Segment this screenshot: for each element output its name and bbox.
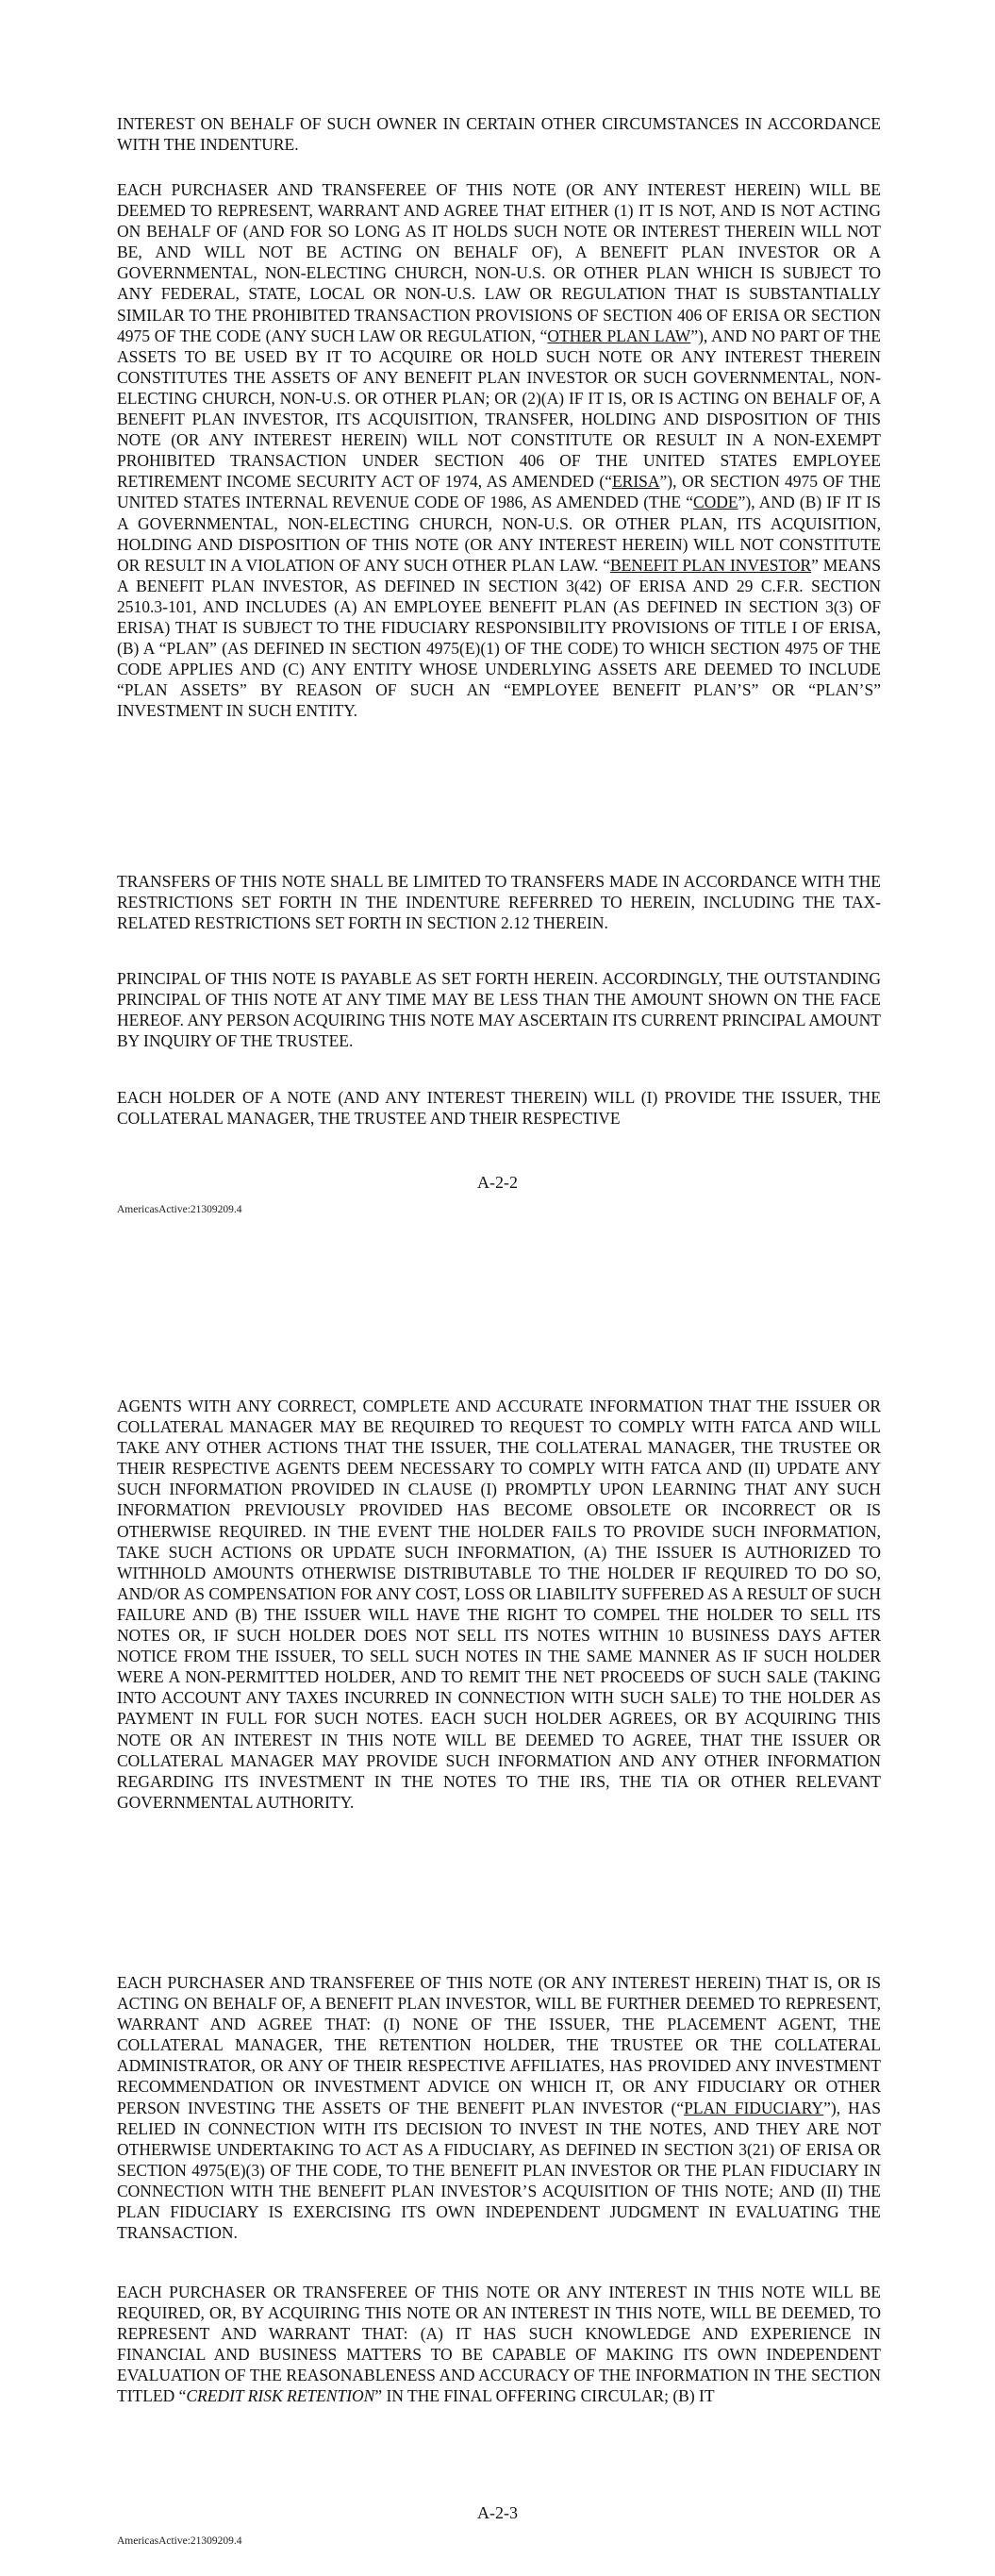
defined-term-benefit-plan-investor: BENEFIT PLAN INVESTOR xyxy=(609,555,812,575)
paragraph-plan-fiduciary: EACH PURCHASER AND TRANSFEREE OF THIS NOTE (OR ANY INTEREST HEREIN) THAT IS, OR IS ACTING ON BEHALF OF, A BENEFIT PLAN INVESTOR, WILL BE FURTHER DEEMED TO REPRESENT, WARRANT AND AGREE THAT: (I) NONE OF THE ISSUER, THE PLACEMENT AGENT, THE COLLATERAL MANAGER, THE RETENTION HOLDER, THE TRUSTEE OR THE COLLATERAL ADMINISTRATOR, OR ANY OF THEIR RESPECTIVE AFFILIATES, HAS PROVIDED ANY INVESTMENT RECOMMENDATION OR INVESTMENT ADVICE ON WHICH IT, OR ANY FIDUCIARY OR OTHER PERSON INVESTING THE ASSETS OF THE BENEFIT PLAN INVESTOR (“PLAN FIDUCIARY”), HAS RELIED IN CONNECTION WITH ITS DECISION TO INVEST IN THE NOTES, AND THEY ARE NOT OTHERWISE UNDERTAKING TO ACT AS A FIDUCIARY, AS DEFINED IN SECTION 3(21) OF ERISA OR SECTION 4975(E)(3) OF THE CODE, TO THE BENEFIT PLAN INVESTOR OR THE PLAN FIDUCIARY IN CONNECTION WITH THE BENEFIT PLAN INVESTOR’S ACQUISITION OF THIS NOTE; AND (II) THE PLAN FIDUCIARY IS EXERCISING ITS OWN INDEPENDENT JUDGMENT IN EVALUATING THE TRANSACTION. xyxy=(117,1973,881,2243)
paragraph-holder-information: EACH HOLDER OF A NOTE (AND ANY INTEREST THEREIN) WILL (I) PROVIDE THE ISSUER, THE COLLATERAL MANAGER, THE TRUSTEE AND THEIR RESPECTIVE xyxy=(117,1088,881,1129)
paragraph-credit-risk-retention: EACH PURCHASER OR TRANSFEREE OF THIS NOTE OR ANY INTEREST IN THIS NOTE WILL BE REQUIRED, OR, BY ACQUIRING THIS NOTE OR AN INTEREST IN THIS NOTE, WILL BE DEEMED, TO REPRESENT AND WARRANT THAT: (A) IT HAS SUCH KNOWLEDGE AND EXPERIENCE IN FINANCIAL AND BUSINESS MATTERS TO BE CAPABLE OF MAKING ITS OWN INDEPENDENT EVALUATION OF THE REASONABLENESS AND ACCURACY OF THE INFORMATION IN THE SECTION TITLED “CREDIT RISK RETENTION” IN THE FINAL OFFERING CIRCULAR; (B) IT xyxy=(117,2283,881,2406)
defined-term-code: CODE xyxy=(692,493,738,512)
page-number: A-2-2 xyxy=(477,1173,518,1192)
paragraph-principal-payable: PRINCIPAL OF THIS NOTE IS PAYABLE AS SET FORTH HEREIN. ACCORDINGLY, THE OUTSTANDING PRINCIPAL OF THIS NOTE AT ANY TIME MAY BE LESS THAN THE AMOUNT SHOWN ON THE FACE HEREOF. ANY PERSON ACQUIRING THIS NOTE MAY ASCERTAIN ITS CURRENT PRINCIPAL AMOUNT BY INQUIRY OF THE TRUSTEE. xyxy=(117,969,881,1051)
defined-term-erisa: ERISA xyxy=(611,472,660,492)
document-footer-id: AmericasActive:21309209.4 xyxy=(117,2535,242,2547)
title-credit-risk-retention: CREDIT RISK RETENTION xyxy=(186,2386,375,2406)
defined-term-other-plan-law: OTHER PLAN LAW xyxy=(547,326,691,345)
paragraph-interest-owner: INTEREST ON BEHALF OF SUCH OWNER IN CERTAIN OTHER CIRCUMSTANCES IN ACCORDANCE WITH THE INDENTURE. xyxy=(117,114,881,155)
document-footer-id: AmericasActive:21309209.4 xyxy=(117,1204,242,1215)
paragraph-erisa-representation: EACH PURCHASER AND TRANSFEREE OF THIS NOTE (OR ANY INTEREST HEREIN) WILL BE DEEMED TO REPRESENT, WARRANT AND AGREE THAT EITHER (1) IT IS NOT, AND IS NOT ACTING ON BEHALF OF (AND FOR SO LONG AS IT HOLDS SUCH NOTE OR INTEREST THEREIN WILL NOT BE, AND WILL NOT BE ACTING ON BEHALF OF), A BENEFIT PLAN INVESTOR OR A GOVERNMENTAL, NON-ELECTING CHURCH, NON-U.S. OR OTHER PLAN WHICH IS SUBJECT TO ANY FEDERAL, STATE, LOCAL OR NON-U.S. LAW OR REGULATION THAT IS SUBSTANTIALLY SIMILAR TO THE PROHIBITED TRANSACTION PROVISIONS OF SECTION 406 OF ERISA OR SECTION 4975 OF THE CODE (ANY SUCH LAW OR REGULATION, “OTHER PLAN LAW”), AND NO PART OF THE ASSETS TO BE USED BY IT TO ACQUIRE OR HOLD SUCH NOTE OR ANY INTEREST THEREIN CONSTITUTES THE ASSETS OF ANY BENEFIT PLAN INVESTOR OR SUCH GOVERNMENTAL, NON-ELECTING CHURCH, NON-U.S. OR OTHER PLAN; OR (2)(A) IF IT IS, OR IS ACTING ON BEHALF OF, A BENEFIT PLAN INVESTOR, ITS ACQUISITION, TRANSFER, HOLDING AND DISPOSITION OF THIS NOTE (OR ANY INTEREST HEREIN) WILL NOT CONSTITUTE OR RESULT IN A NON-EXEMPT PROHIBITED TRANSACTION UNDER SECTION 406 OF THE UNITED STATES EMPLOYEE RETIREMENT INCOME SECURITY ACT OF 1974, AS AMENDED (“ERISA”), OR SECTION 4975 OF THE UNITED STATES INTERNAL REVENUE CODE OF 1986, AS AMENDED (THE “CODE”), AND (B) IF IT IS A GOVERNMENTAL, NON-ELECTING CHURCH, NON-U.S. OR OTHER PLAN, ITS ACQUISITION, HOLDING AND DISPOSITION OF THIS NOTE (OR ANY INTEREST HEREIN) WILL NOT CONSTITUTE OR RESULT IN A VIOLATION OF ANY SUCH OTHER PLAN LAW. “BENEFIT PLAN INVESTOR” MEANS A BENEFIT PLAN INVESTOR, AS DEFINED IN SECTION 3(42) OF ERISA AND 29 C.F.R. SECTION 2510.3-101, AND INCLUDES (A) AN EMPLOYEE BENEFIT PLAN (AS DEFINED IN SECTION 3(3) OF ERISA) THAT IS SUBJECT TO THE FIDUCIARY RESPONSIBILITY PROVISIONS OF TITLE I OF ERISA, (B) A “PLAN” (AS DEFINED IN SECTION 4975(E)(1) OF THE CODE) TO WHICH SECTION 4975 OF THE CODE APPLIES AND (C) ANY ENTITY WHOSE UNDERLYING ASSETS ARE DEEMED TO INCLUDE “PLAN ASSETS” BY REASON OF SUCH AN “EMPLOYEE BENEFIT PLAN’S” OR “PLAN’S” INVESTMENT IN SUCH ENTITY. xyxy=(117,180,881,721)
paragraph-transfer-restrictions: TRANSFERS OF THIS NOTE SHALL BE LIMITED TO TRANSFERS MADE IN ACCORDANCE WITH THE RESTRICTIONS SET FORTH IN THE INDENTURE REFERRED TO HEREIN, INCLUDING THE TAX-RELATED RESTRICTIONS SET FORTH IN SECTION 2.12 THEREIN. xyxy=(117,872,881,933)
paragraph-fatca-compliance: AGENTS WITH ANY CORRECT, COMPLETE AND ACCURATE INFORMATION THAT THE ISSUER OR COLLATERAL MANAGER MAY BE REQUIRED TO REQUEST TO COMPLY WITH FATCA AND WILL TAKE ANY OTHER ACTIONS THAT THE ISSUER, THE COLLATERAL MANAGER, THE TRUSTEE OR THEIR RESPECTIVE AGENTS DEEM NECESSARY TO COMPLY WITH FATCA AND (II) UPDATE ANY SUCH INFORMATION PROVIDED IN CLAUSE (I) PROMPTLY UPON LEARNING THAT ANY SUCH INFORMATION PREVIOUSLY PROVIDED HAS BECOME OBSOLETE OR INCORRECT OR IS OTHERWISE REQUIRED. IN THE EVENT THE HOLDER FAILS TO PROVIDE SUCH INFORMATION, TAKE SUCH ACTIONS OR UPDATE SUCH INFORMATION, (A) THE ISSUER IS AUTHORIZED TO WITHHOLD AMOUNTS OTHERWISE DISTRIBUTABLE TO THE HOLDER IF REQUIRED TO DO SO, AND/OR AS COMPENSATION FOR ANY COST, LOSS OR LIABILITY SUFFERED AS A RESULT OF SUCH FAILURE AND (B) THE ISSUER WILL HAVE THE RIGHT TO COMPEL THE HOLDER TO SELL ITS NOTES OR, IF SUCH HOLDER DOES NOT SELL ITS NOTES WITHIN 10 BUSINESS DAYS AFTER NOTICE FROM THE ISSUER, TO SELL SUCH NOTES IN THE SAME MANNER AS IF SUCH HOLDER WERE A NON-PERMITTED HOLDER, AND TO REMIT THE NET PROCEEDS OF SUCH SALE (TAKING INTO ACCOUNT ANY TAXES INCURRED IN CONNECTION WITH SUCH SALE) TO THE HOLDER AS PAYMENT IN FULL FOR SUCH NOTES. EACH SUCH HOLDER AGREES, OR BY ACQUIRING THIS NOTE OR AN INTEREST IN THIS NOTE WILL BE DEEMED TO AGREE, THAT THE ISSUER OR COLLATERAL MANAGER MAY PROVIDE SUCH INFORMATION AND ANY OTHER INFORMATION REGARDING ITS INVESTMENT IN THE NOTES TO THE IRS, THE TIA OR OTHER RELEVANT GOVERNMENTAL AUTHORITY. xyxy=(117,1397,881,1812)
defined-term-plan-fiduciary: PLAN FIDUCIARY xyxy=(684,2098,824,2117)
page-number: A-2-3 xyxy=(477,2503,518,2522)
